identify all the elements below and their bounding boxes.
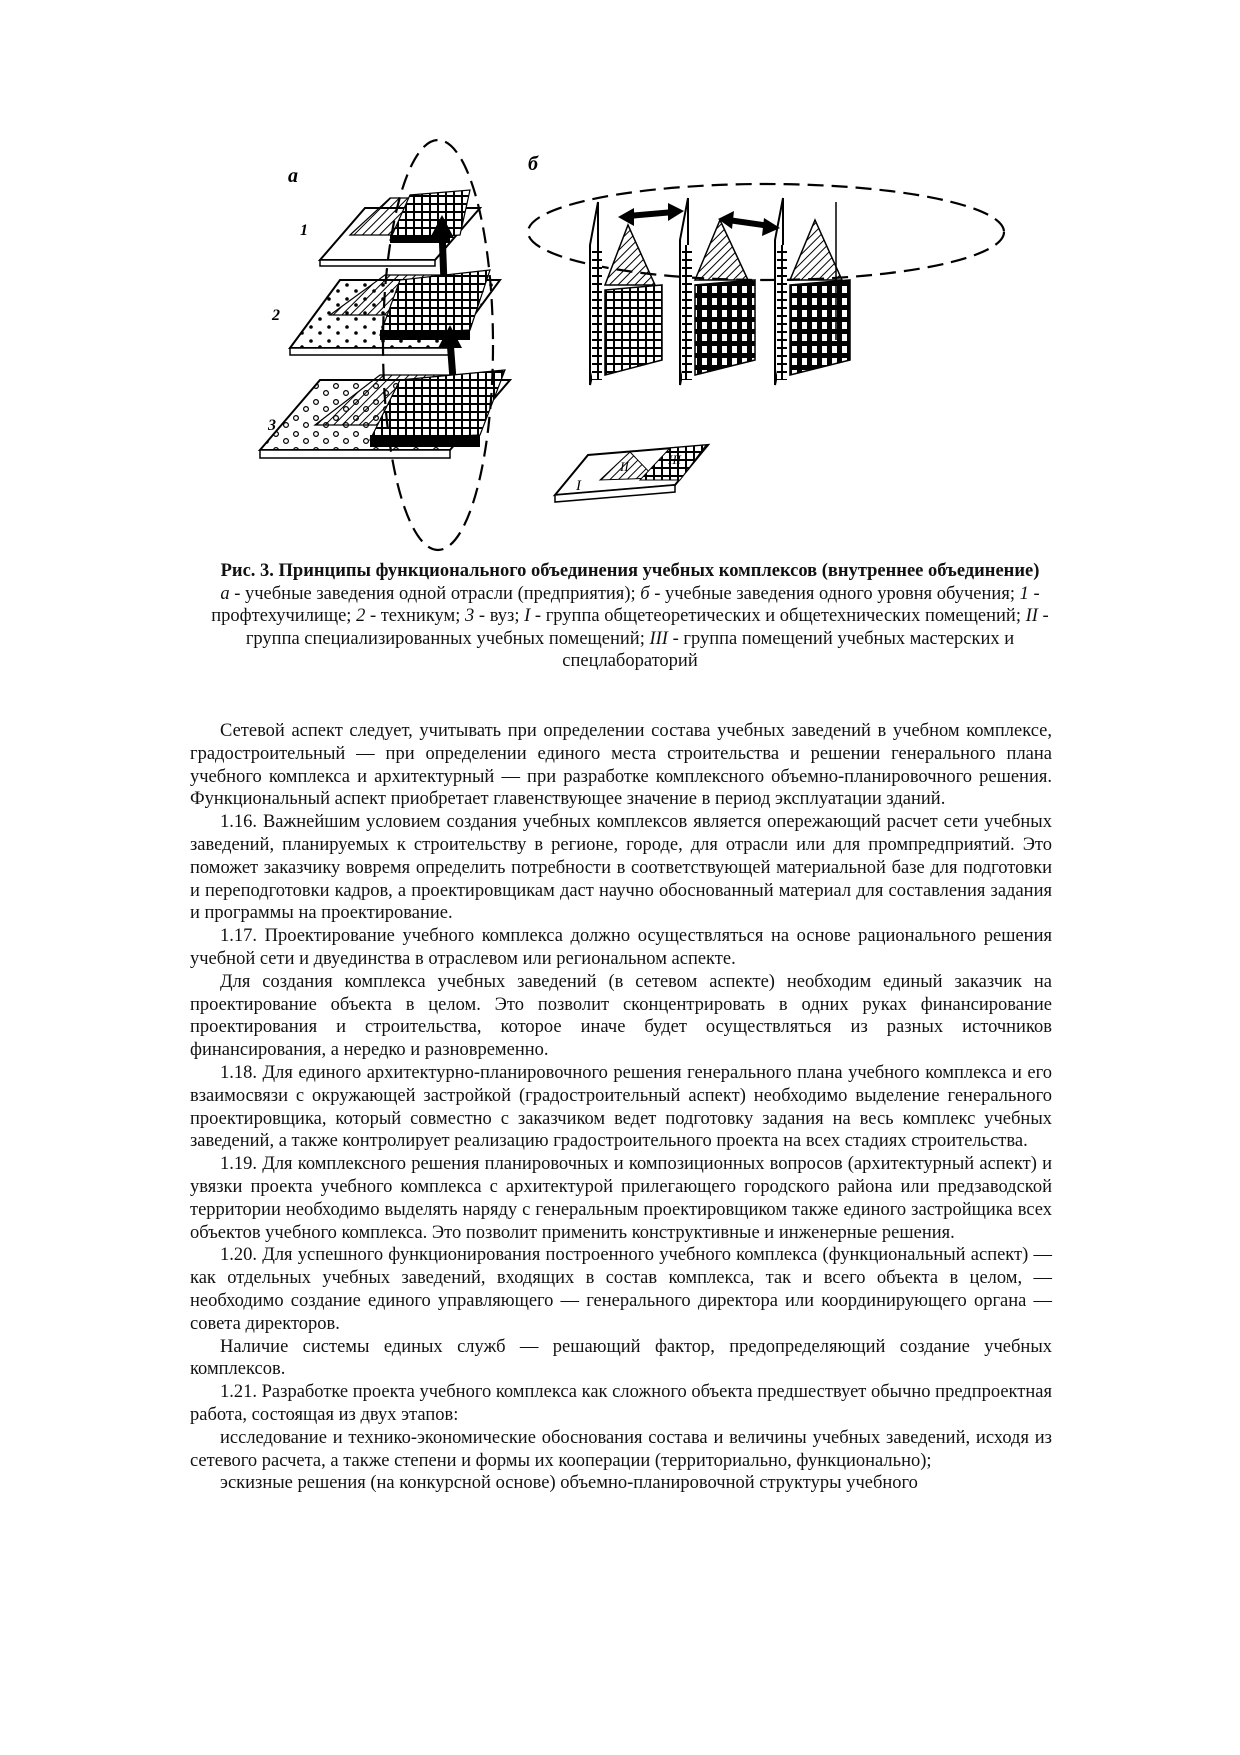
- caption-legend-text: - профтехучилище;: [211, 583, 1040, 626]
- caption-legend-key: 1: [1019, 583, 1029, 604]
- horizontal-arrow-left: [618, 203, 684, 226]
- figure-caption: [190, 560, 1070, 673]
- caption-legend: [190, 583, 1070, 673]
- panel-b-label: б: [528, 153, 538, 175]
- building-block-2: [680, 198, 755, 385]
- level-3-slab: [260, 370, 510, 458]
- caption-title: Рис. 3. Принципы функционального объединения учебных комплексов (внутреннее объединение): [220, 561, 1040, 581]
- horizontal-arrow-right: [718, 211, 780, 236]
- caption-legend-key: б: [640, 583, 650, 604]
- level-2-label: 2: [272, 307, 280, 324]
- group-label-i: I: [576, 478, 581, 494]
- caption-legend-text: - учебные заведения одного уровня обучения;: [649, 583, 1020, 604]
- caption-legend-key: 2: [356, 606, 366, 626]
- level-1-slab: [320, 190, 480, 266]
- building-block-3: [775, 198, 850, 385]
- paragraph: 1.18. Для единого архитектурно-планировочного решения генерального плана учебного комплекса и его взаимосвязи с окружающей застройкой (градостроительный аспект) необходимо выделение генерального проектировщика, который совместно с заказчиком ведет подготовку задания на весь комплекс учебных заведений, а также контролирует реализацию градостроительного проекта на всех стадиях строительства.: [190, 1062, 1052, 1152]
- caption-legend-key: а: [220, 583, 230, 604]
- caption-legend-key: II: [1025, 606, 1038, 626]
- paragraph: Сетевой аспект следует, учитывать при определении состава учебных заведений в учебном комплексе, градостроительный — при определении единого места строительства и решении генерального плана учебного комплекса и архитектурный — при разработке комплексного объемно-планировочного решения. Функциональный аспект приобретает главенствующее значение в период эксплуатации зданий.: [190, 721, 1052, 810]
- figure-illustration: [270, 140, 1040, 560]
- body-text: [190, 720, 1052, 1495]
- caption-legend-text: - техникум;: [365, 606, 466, 626]
- building-block-1: [590, 202, 662, 385]
- group-label-ii: II: [620, 459, 629, 474]
- paragraph: исследование и технико-экономические обоснования состава и величины учебных заведений, исходя из сетевого расчета, а также степени и формы их кооперации (территориально, функционально);: [190, 1427, 1052, 1471]
- level-2-slab: [290, 270, 500, 355]
- caption-legend-text: - учебные заведения одной отрасли (предприятия);: [229, 583, 641, 604]
- paragraph: Для создания комплекса учебных заведений (в сетевом аспекте) необходим единый заказчик на проектирование объекта в целом. Это позволит сконцентрировать в одних руках финансирование проектирования и строительства, которое иначе будет осуществляться из разных источников финансирования, а нередко и разновременно.: [190, 971, 1052, 1061]
- level-1-label: 1: [300, 222, 308, 239]
- caption-legend-key: 3: [465, 606, 475, 626]
- caption-legend-text: - группа общетеоретических и общетехнических помещений;: [530, 606, 1026, 626]
- paragraph: 1.17. Проектирование учебного комплекса должно осуществляться на основе рационального решения учебной сети и двуединства в отраслевом или региональном аспекте.: [190, 926, 1052, 969]
- paragraph: 1.20. Для успешного функционирования построенного учебного комплекса (функциональный аспект) — как отдельных учебных заведений, входящих в состав комплекса, так и всего объекта в целом, — необходимо создание единого управляющего — генерального директора или координирующего органа — совета директоров.: [190, 1245, 1052, 1334]
- caption-legend-key: I: [524, 606, 531, 626]
- caption-legend-text: - группа специализированных учебных помещений;: [245, 606, 1049, 649]
- paragraph: 1.16. Важнейшим условием создания учебных комплексов является опережающий расчет сети учебных заведений, планируемых к строительству в регионе, городе, для отрасли или для промпредприятий. Это поможет заказчику вовремя определить потребности в соответствующей материальной базе для подготовки и переподготовки кадров, а проектировщикам даст научно обоснованный материал для составления задания и программы на проектирование.: [190, 812, 1052, 924]
- paragraph: Наличие системы единых служб — решающий фактор, предопределяющий создание учебных комплексов.: [190, 1336, 1052, 1380]
- paragraph: 1.19. Для комплексного решения планировочных и композиционных вопросов (архитектурный аспект) и увязки проекта учебного комплекса с архитектурой прилегающего городского района или предзаводской территории необходимо выделять наряду с генеральным проектировщиком также единого застройщика всех объектов учебного комплекса. Это позволит применить конструктивные и инженерные решения.: [190, 1154, 1052, 1243]
- group-label-iii: III: [668, 452, 681, 467]
- caption-legend-text: - группа помещений учебных мастерских и спецлабораторий: [562, 628, 1015, 671]
- paragraph: эскизные решения (на конкурсной основе) объемно-планировочной структуры учебного: [220, 1473, 918, 1494]
- paragraph: 1.21. Разработке проекта учебного комплекса как сложного объекта предшествует обычно предпроектная работа, состоящая из двух этапов:: [190, 1382, 1052, 1425]
- caption-legend-text: - вуз;: [474, 606, 525, 626]
- level-3-label: 3: [268, 417, 276, 434]
- caption-legend-key: III: [649, 628, 668, 649]
- figure-drawing: [270, 140, 1040, 560]
- panel-a-label: а: [288, 165, 298, 187]
